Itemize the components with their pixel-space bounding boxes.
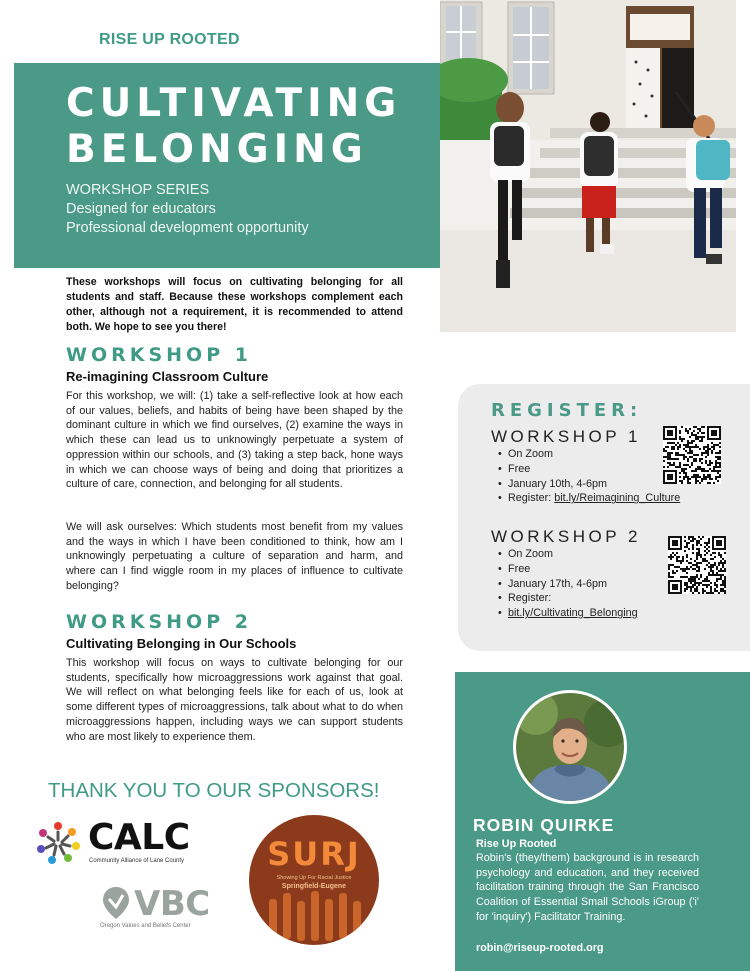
workshop2-cost: • Free <box>498 562 638 577</box>
school-photo <box>440 0 736 332</box>
workshop2-location: • On Zoom <box>498 547 638 562</box>
hero-sub-line2: Designed for educators <box>66 201 216 217</box>
calc-name: CALC <box>88 817 190 858</box>
surj-tagline: Showing Up For Racial Justice <box>276 875 352 881</box>
workshop1-date: • January 10th, 4-6pm <box>498 477 680 492</box>
sponsors-title: THANK YOU TO OUR SPONSORS! <box>48 779 380 802</box>
workshop1-paragraph2: We will ask ourselves: Which students most benefit from my values and the ways in which I have been conditioned to think, how am I unknowingly perpetuating a culture of separation and harm, and where can I find wiggle room in my places of influence to cultivate belonging? <box>66 521 403 592</box>
bio-org: Rise Up Rooted <box>476 838 557 850</box>
calc-logo <box>34 818 224 868</box>
bio-name: ROBIN QUIRKE <box>473 815 615 835</box>
bio-text: Robin's (they/them) background is in research psychology and education, and they received facilitation training through the San Francisco Coalition of Essential Small Schools iGroup ('i' for 'inquiry') Facilitator Training. <box>476 852 699 923</box>
org-name: RISE UP ROOTED <box>99 31 240 48</box>
hero-subtitle <box>66 181 309 238</box>
workshop2-register-link[interactable]: bit.ly/Cultivating_Belonging <box>508 607 638 620</box>
vbc-name: VBC <box>134 884 210 924</box>
people-circle-icon <box>34 818 82 866</box>
register-title: REGISTER: <box>491 400 643 421</box>
bio-email[interactable]: robin@riseup-rooted.org <box>476 942 604 954</box>
map-pin-icon <box>100 885 132 921</box>
surj-name: SURJ <box>267 835 361 873</box>
workshop1-paragraph1: For this workshop, we will: (1) take a self-reflective look at how each of our values, beliefs, and habits of being have been shaped by the dominant culture in which we find ourselves, (2) examine the ways in which these can lead us to unknowingly perpetuate a system of oppression within our schools, and (3) taking a step back, hone ways in which we can choose ways of being and doing that prioritizes a culture of care, connection, and belonging for all students. <box>66 390 403 491</box>
qr-code-icon[interactable] <box>663 426 721 484</box>
register-workshop1-label: WORKSHOP 1 <box>491 427 641 446</box>
workshop1-cost: • Free <box>498 462 680 477</box>
register-panel <box>458 384 750 651</box>
hero-banner <box>14 63 440 268</box>
surj-chapter: Springfield-Eugene <box>281 883 347 890</box>
register-workshop1-list <box>498 447 680 506</box>
workshop2-date: • January 17th, 4-6pm <box>498 577 638 592</box>
vbc-full-name: Oregon Values and Beliefs Center <box>100 923 191 929</box>
intro-text: These workshops will focus on cultivating belonging for all students and staff. Because these workshops complement each other, although not a requirement, it is recommended to attend both. We hope to see you there! <box>66 276 403 333</box>
workshop1-location: • On Zoom <box>498 447 680 462</box>
workshop1-subtitle: Re-imagining Classroom Culture <box>66 369 269 384</box>
hero-title-line2: BELONGING <box>66 127 368 172</box>
hero-title-line1: CULTIVATING <box>66 81 402 126</box>
workshop1-heading: WORKSHOP 1 <box>66 344 252 366</box>
workshop2-subtitle: Cultivating Belonging in Our Schools <box>66 636 297 651</box>
hero-sub-line1: WORKSHOP SERIES <box>66 182 210 198</box>
register-workshop2-list <box>498 547 638 621</box>
hero-sub-line3: Professional development opportunity <box>66 220 309 236</box>
workshop2-register-label: • Register: <box>498 591 638 606</box>
calc-full-name: Community Alliance of Lane County <box>89 858 185 864</box>
hero-title <box>66 81 401 173</box>
workshop2-paragraph: This workshop will focus on ways to cultivate belonging for our students, specifically how microaggressions work against that goal. We will reflect on what belonging feels like for each of us, look at some different types of microaggressions, talk about what to do when microaggressions happen, including ways we can support students who are most likely to experience them. <box>66 657 403 743</box>
workshop2-register-row <box>498 606 638 621</box>
register-workshop2-label: WORKSHOP 2 <box>491 527 641 546</box>
qr-code-icon[interactable] <box>668 536 726 594</box>
workshop1-register-link[interactable]: bit.ly/Reimagining_Culture <box>554 492 681 505</box>
workshop1-register <box>498 491 680 506</box>
workshop2-heading: WORKSHOP 2 <box>66 611 252 633</box>
avatar <box>513 690 627 804</box>
vbc-logo <box>100 885 230 933</box>
surj-logo <box>249 815 379 945</box>
workshop1-register-label: Register: <box>508 492 555 505</box>
